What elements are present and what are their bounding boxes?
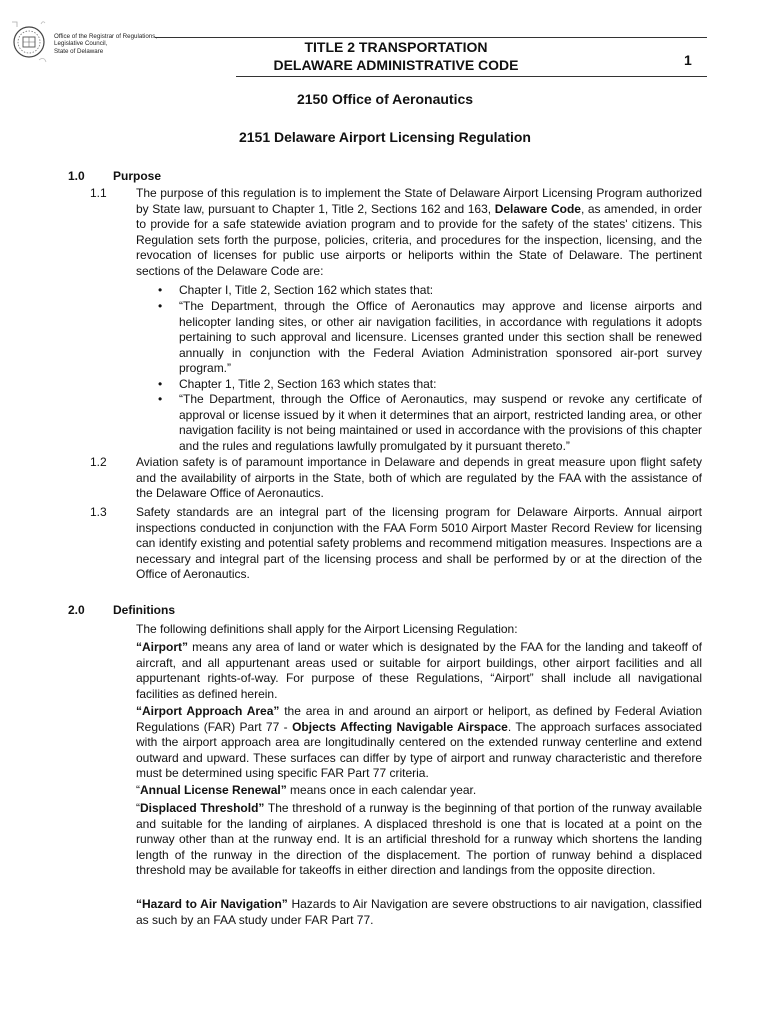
seal-icon	[8, 18, 54, 68]
bullet-item: Chapter 1, Title 2, Section 163 which states that:	[179, 377, 437, 391]
office-line: State of Delaware	[54, 47, 104, 55]
definition-text: The threshold of a runway is the beginning of that portion of the runway available and suitable for the landing of airplanes. A displaced threshold is one that is located at a point on the runway other than at the runway end. It is an artificial threshold for a runway which shortens the landing length of the runway in the direction of the displacement. The portion of runway behind a displaced threshold may be available for takeoffs in either direction and landings from the opposite direction.	[136, 801, 702, 878]
quote-mark: “	[136, 783, 140, 797]
definition-annual-license-renewal	[136, 783, 702, 799]
definition-airport	[136, 640, 702, 702]
far-part-77-title: Objects Affecting Navigable Airspace	[292, 719, 508, 734]
definitions-intro: The following definitions shall apply for the Airport Licensing Regulation:	[136, 622, 518, 636]
page-number: 1	[684, 52, 692, 68]
office-name	[54, 33, 157, 55]
bullet-item: Chapter I, Title 2, Section 162 which states that:	[179, 283, 434, 297]
section-2-title: Definitions	[113, 603, 175, 617]
delaware-seal-logo	[8, 18, 54, 68]
definition-text: means any area of land or water which is designated by the FAA for the landing and takeoff of aircraft, and all appurtenant areas used or suitable for airport buildings, other airport facilities and all appurtenant rights-of-way. For purpose of these Regulations, “Airport” shall include all navigational facilities as defined herein.	[136, 640, 702, 701]
section-1-number: 1.0	[68, 169, 85, 183]
text-run: , as amended, in order to provide for a safe statewide aviation program and to provide for the safety of the states' citizens. This Regulation sets forth the purpose, policies, criteria, and procedures for the inspection, licensing, and the revocation of licenses for public use airports or heliports within the State of Delaware. The pertinent sections of the Delaware Code are:	[136, 201, 702, 278]
definition-text: . The approach surfaces associated with the airport approach area are longitudinally centered on the extended runway centerline and extend outward and upward. These surfaces can differ by type of airport and runway characteristic and therefore must be determined using specific FAR Part 77 criteria.	[136, 719, 703, 781]
term-annual-license-renewal: Annual License Renewal”	[140, 783, 287, 797]
quote-mark: “	[136, 801, 140, 815]
term-hazard-to-air-navigation: “Hazard to Air Navigation”	[136, 897, 288, 911]
office-line: Office of the Registrar of Regulations,	[54, 33, 158, 40]
header-rule-bottom	[236, 76, 707, 77]
definition-text: Hazards to Air Navigation are severe obstructions to air navigation, classified as such by an FAA study under FAR Part 77.	[136, 897, 702, 927]
term-airport: “Airport”	[136, 640, 188, 654]
paragraph-1-2-number: 1.2	[90, 455, 107, 469]
title-line-1: TITLE 2 TRANSPORTATION	[304, 39, 488, 55]
title-line-2: DELAWARE ADMINISTRATIVE CODE	[273, 57, 519, 73]
delaware-code-term: Delaware Code	[494, 201, 581, 216]
bullet-item: “The Department, through the Office of Aeronautics may approve and license airports and helicopter landing sites, or other air navigation facilities, in accordance with regulations it adopts pertaining to such approval and licensure. Licenses granted under this section shall be renewed annually in conjunction with the Federal Aviation Administration sponsored air-port survey program.”	[179, 299, 702, 376]
paragraph-1-2: Aviation safety is of paramount importance in Delaware and depends in great measure upon flight safety and the availability of airports in the State, both of which are regulated by the FAA with the assistance of the Delaware Office of Aeronautics.	[136, 455, 702, 501]
header-rule-top	[155, 37, 707, 38]
regulation-heading: 2151 Delaware Airport Licensing Regulation	[238, 129, 531, 145]
term-displaced-threshold: Displaced Threshold”	[140, 801, 265, 815]
definition-text: the area in and around an airport or heliport, as defined by Federal Aviation Regulations (FAR) Part 77 -	[136, 704, 702, 734]
bullet-marker: •	[158, 392, 163, 406]
office-heading: 2150 Office of Aeronautics	[296, 91, 474, 107]
paragraph-1-1	[136, 186, 702, 280]
definition-hazard-to-air-navigation	[136, 897, 702, 928]
paragraph-1-3-number: 1.3	[90, 505, 107, 519]
paragraph-1-1-number: 1.1	[90, 186, 107, 200]
paragraph-1-3: Safety standards are an integral part of the licensing program for Delaware Airports. Annual airport inspections conducted in conjunction with the FAA Form 5010 Airport Master Record Review for licensing can identify existing and potential safety problems and recommend mitigation measures. Inspections are a necessary and integral part of the licensing process and shall be performed by or at the direction of the Office of Aeronautics.	[136, 505, 702, 582]
office-line: Legislative Council,	[54, 40, 108, 48]
definition-displaced-threshold	[136, 801, 702, 879]
section-2-number: 2.0	[68, 603, 85, 617]
term-airport-approach-area: “Airport Approach Area”	[136, 704, 280, 718]
bullet-item: “The Department, through the Office of Aeronautics, may suspend or revoke any certificate of approval or license issued by it when it determines that an airport, restricted landing area, or other navigation facility is not being maintained or used in accordance with the provisions of this chapter and the rules and regulations lawfully promulgated by it pursuant thereto.”	[179, 392, 702, 453]
text-run: The purpose of this regulation is to implement the State of Delaware Airport Licensing Program authorized by State law, pursuant to Chapter 1, Title 2, Sections 162 and 163,	[136, 186, 702, 216]
bullet-marker: •	[158, 299, 163, 313]
section-1-title: Purpose	[113, 169, 162, 183]
bullet-marker: •	[158, 377, 163, 391]
bullet-marker: •	[158, 283, 163, 297]
definition-text: means once in each calendar year.	[286, 783, 477, 797]
definition-airport-approach-area	[136, 704, 702, 782]
